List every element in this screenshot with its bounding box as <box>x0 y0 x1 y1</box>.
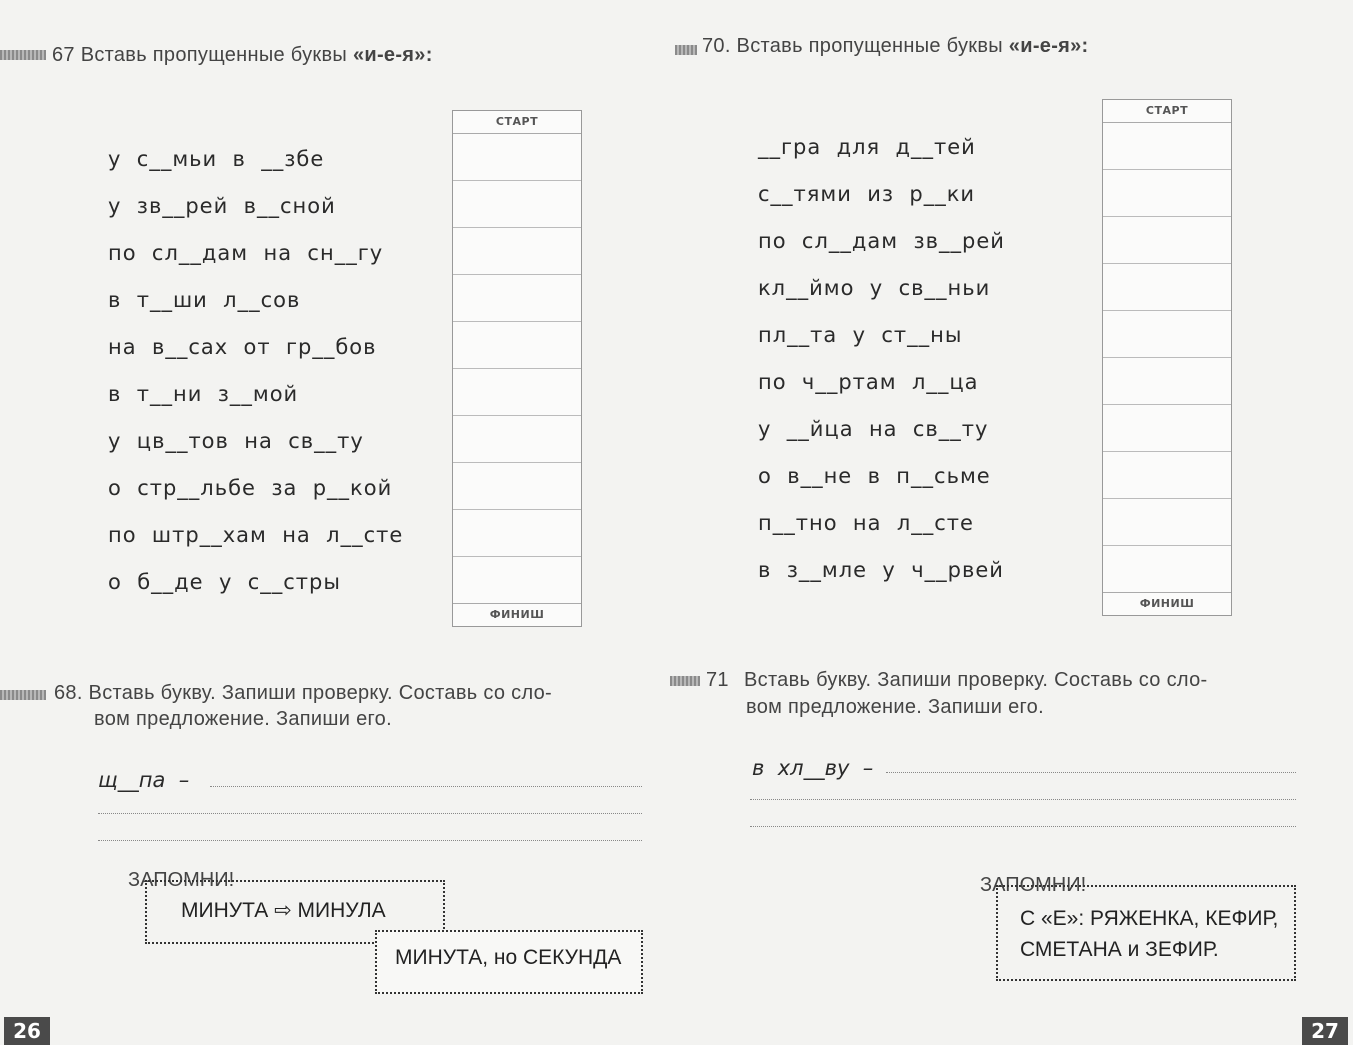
ladder-start-label: СТАРТ <box>1103 100 1231 123</box>
task-68-word: щ__па – <box>98 768 190 792</box>
phrase-item: у зв__рей в__сной <box>108 194 336 218</box>
remember-text-1: МИНУТА ⇨ МИНУЛА <box>181 899 386 922</box>
ladder-cell[interactable] <box>1103 358 1231 405</box>
ladder-cell[interactable] <box>1103 217 1231 264</box>
task-67-letters: «и-е-я»: <box>352 44 433 66</box>
ladder-cell[interactable] <box>1103 546 1231 592</box>
phrase-item: кл__ймо у св__ньи <box>758 276 991 300</box>
answer-line[interactable] <box>98 840 642 841</box>
task-68-title-line1: 68. Вставь букву. Запиши проверку. Составь со сло- <box>54 682 553 704</box>
remember-label: ЗАПОМНИ! <box>980 874 1087 896</box>
left-page <box>0 0 670 1045</box>
phrase-item: пл__та у ст__ны <box>758 323 963 347</box>
remember-label: ЗАПОМНИ! <box>128 869 235 891</box>
phrase-item: в т__ши л__сов <box>108 288 301 312</box>
ladder-cell[interactable] <box>1103 170 1231 217</box>
answer-line[interactable] <box>98 813 642 814</box>
task-marker-bar <box>670 676 700 686</box>
ladder-cell[interactable] <box>1103 452 1231 499</box>
task-71-title-line2: вом предложение. Запиши его. <box>746 696 1044 718</box>
ladder-cell[interactable] <box>453 322 581 369</box>
phrase-item: о стр__льбе за р__кой <box>108 476 393 500</box>
answer-line[interactable] <box>886 772 1296 773</box>
right-page <box>670 0 1353 1045</box>
ladder-cell[interactable] <box>1103 311 1231 358</box>
phrase-item: __гра для д__тей <box>758 135 976 159</box>
task-marker-bar <box>0 690 46 700</box>
task-67-title-text: 67 Вставь пропущенные буквы <box>52 44 353 66</box>
phrase-item: по штр__хам на л__сте <box>108 523 404 547</box>
task-70-letters: «и-е-я»: <box>1008 35 1089 57</box>
ladder-cell[interactable] <box>1103 405 1231 452</box>
ladder-cell[interactable] <box>453 557 581 603</box>
phrase-item: у __йца на св__ту <box>758 417 989 441</box>
task-71-title-line1: Вставь букву. Запиши проверку. Составь со сло- <box>744 669 1208 691</box>
task-71-number: 71 <box>706 669 729 691</box>
ladder-cell[interactable] <box>453 134 581 181</box>
ladder-cell[interactable] <box>1103 123 1231 170</box>
phrase-item: по сл__дам на сн__гу <box>108 241 384 265</box>
task-67-phrase-list <box>108 136 403 606</box>
phrase-item: у цв__тов на св__ту <box>108 429 364 453</box>
ladder-cell[interactable] <box>453 181 581 228</box>
ladder-start-label: СТАРТ <box>453 111 581 134</box>
ladder-cell[interactable] <box>453 228 581 275</box>
ladder-finish-label: ФИНИШ <box>1103 592 1231 615</box>
remember-box-minuta-sekunda <box>375 930 643 994</box>
phrase-item: с__тями из р__ки <box>758 182 976 206</box>
ladder-cell[interactable] <box>453 463 581 510</box>
task-71-word: в хл__ву – <box>752 756 874 780</box>
phrase-item: о б__де у с__стры <box>108 570 341 594</box>
phrase-item: по сл__дам зв__рей <box>758 229 1005 253</box>
remember-box-s-e <box>996 885 1296 981</box>
task-70-title <box>702 35 1089 58</box>
task-marker-bar <box>675 45 697 55</box>
ladder-cell[interactable] <box>453 275 581 322</box>
phrase-item: у с__мьи в __збе <box>108 147 325 171</box>
phrase-item: в т__ни з__мой <box>108 382 299 406</box>
task-70-phrase-list <box>758 124 1005 594</box>
task-68-title-line2: вом предложение. Запиши его. <box>94 708 392 730</box>
answer-line[interactable] <box>750 799 1296 800</box>
phrase-item: на в__сах от гр__бов <box>108 335 377 359</box>
ladder-cell[interactable] <box>1103 499 1231 546</box>
page-number: 27 <box>1302 1017 1348 1045</box>
phrase-item: по ч__ртам л__ца <box>758 370 979 394</box>
task-67-ladder <box>452 110 582 627</box>
task-marker-bar <box>0 50 46 60</box>
task-70-ladder <box>1102 99 1232 616</box>
ladder-cell[interactable] <box>453 510 581 557</box>
phrase-item: в з__мле у ч__рвей <box>758 558 1004 582</box>
remember-text-2: МИНУТА, но СЕКУНДА <box>395 946 622 969</box>
ladder-cell[interactable] <box>453 369 581 416</box>
answer-line[interactable] <box>750 826 1296 827</box>
ladder-cell[interactable] <box>1103 264 1231 311</box>
page-number: 26 <box>4 1017 50 1045</box>
remember-text-line2: СМЕТАНА и ЗЕФИР. <box>1020 938 1219 961</box>
answer-line[interactable] <box>210 786 642 787</box>
task-67-title <box>52 44 433 67</box>
phrase-item: п__тно на л__сте <box>758 511 974 535</box>
phrase-item: о в__не в п__сьме <box>758 464 991 488</box>
ladder-cell[interactable] <box>453 416 581 463</box>
task-70-title-text: 70. Вставь пропущенные буквы <box>702 35 1009 57</box>
remember-text-line1: С «Е»: РЯЖЕНКА, КЕФИР, <box>1020 907 1279 930</box>
ladder-finish-label: ФИНИШ <box>453 603 581 626</box>
